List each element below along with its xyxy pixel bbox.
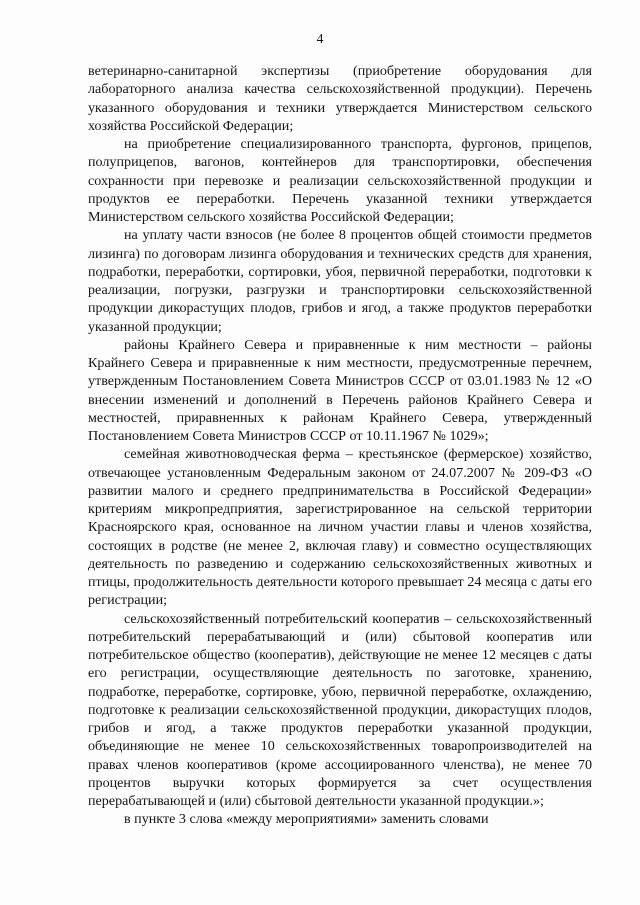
document-body	[88, 62, 592, 829]
paragraph-continuation: ветеринарно-санитарной экспертизы (приобретение оборудования для лабораторного анализа качества сельскохозяйственной продукции). Перечень указанного оборудования и техники утверждается Министерством сельского хозяйства Российской Федерации;	[88, 63, 592, 134]
paragraph-point-3: в пункте 3 слова «между мероприятиями» заменить словами	[124, 811, 489, 828]
paragraph-cooperative: сельскохозяйственный потребительский кооператив – сельскохозяйственный потребительский перерабатывающий и (или) сбытовой кооператив или потребительское общество (кооператив), действующие не менее 12 месяцев с даты его регистрации, осуществляющие деятельность по заготовке, хранению, подработке, переработке, сортировке, убою, первичной переработке, охлаждению, подготовке к реализации сельскохозяйственной продукции, дикорастущих плодов, грибов и ягод, а также продуктов переработки указанной продукции, объединяющие не менее 10 сельскохозяйственных товаропроизводителей на правах членов кооперативов (кроме ассоциированного членства), не менее 70 процентов выручки которых формируется за счет осуществления перерабатывающей и (или) сбытовой деятельности указанной продукции.»;	[88, 610, 592, 809]
page-number: 4	[316, 31, 324, 46]
paragraph-leasing: на уплату части взносов (не более 8 процентов общей стоимости предметов лизинга) по договорам лизинга оборудования и технических средств для хранения, подработки, переработки, сортировки, убоя, первичной переработки, подготовки к реализации, погрузки, разгрузки и транспортировки сельскохозяйственной продукции дикорастущих плодов, грибов и ягод, а также продуктов переработки указанной продукции;	[88, 227, 592, 335]
paragraph-transport: на приобретение специализированного транспорта, фургонов, прицепов, полуприцепов, вагонов, контейнеров для транспортировки, обеспечения сохранности при перевозке и реализации сельскохозяйственной продукции и продуктов ее переработки. Перечень указанной техники утверждается Министерством сельского хозяйства Российской Федерации;	[88, 136, 592, 225]
paragraph-family-farm: семейная животноводческая ферма – крестьянское (фермерское) хозяйство, отвечающее установленным Федеральным законом от 24.07.2007 № 209-ФЗ «О развитии малого и среднего предпринимательства в Российской Федерации» критериям микропредприятия, зарегистрированное на сельской территории Красноярского края, основанное на личном участии главы и членов хозяйства, состоящих в родстве (не менее 2, включая главу) и совместно осуществляющих деятельность по разведению и содержанию сельскохозяйственных животных и птицы, продолжительность деятельности которого превышает 24 месяца с даты его регистрации;	[88, 446, 592, 609]
paragraph-far-north: районы Крайнего Севера и приравненные к ним местности – районы Крайнего Севера и приравненные к ним местности, предусмотренные перечнем, утвержденным Постановлением Совета Министров СССР от 03.01.1983 № 12 «О внесении изменений и дополнений в Перечень районов Крайнего Севера и местностей, приравненных к районам Крайнего Севера, утвержденный Постановлением Совета Министров СССР от 10.11.1967 № 1029»;	[88, 336, 592, 444]
